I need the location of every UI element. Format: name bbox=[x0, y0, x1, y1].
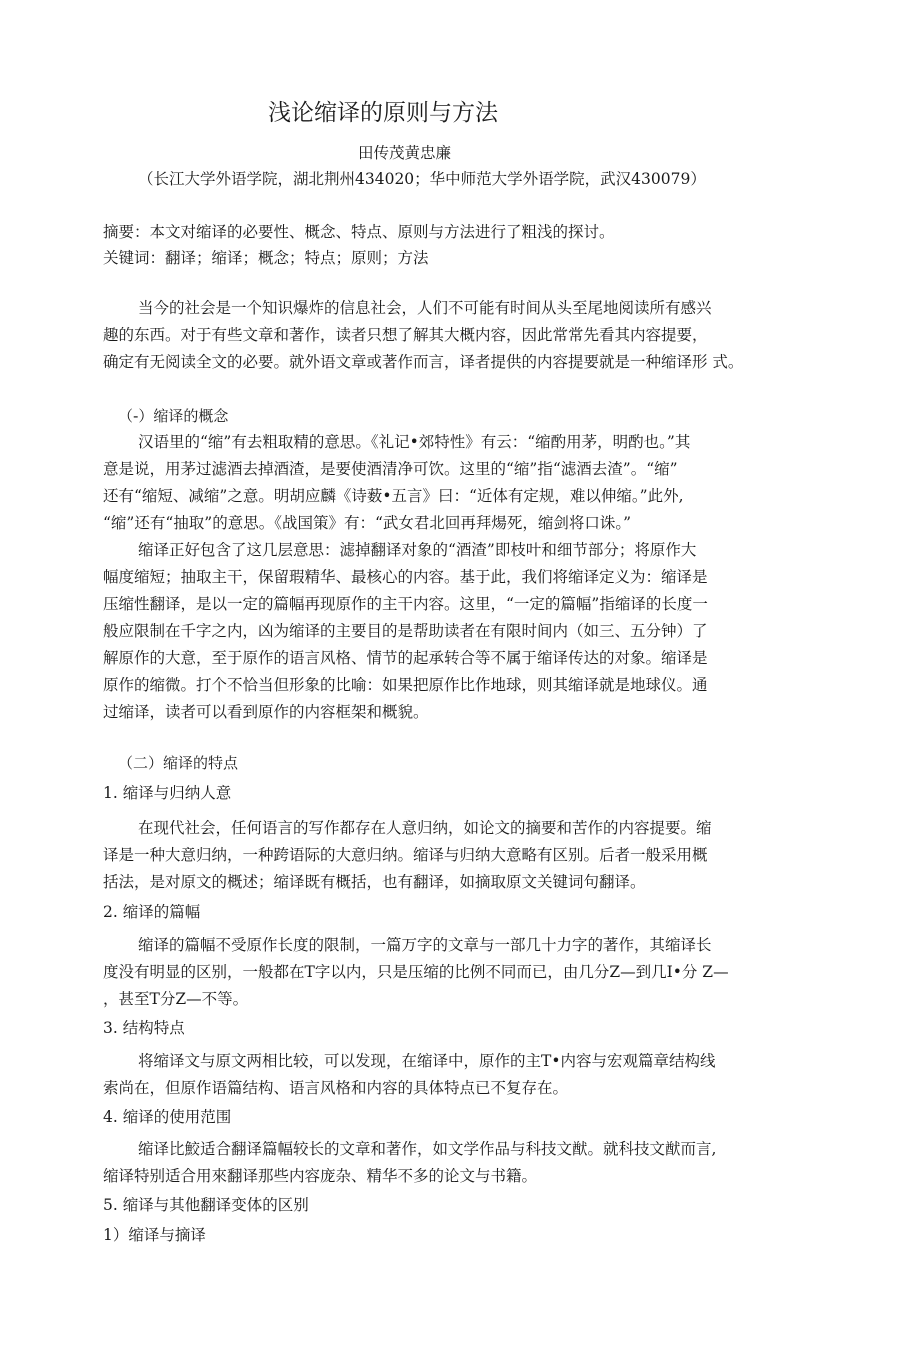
paragraph-line: 在现代社会，任何语言的写作都存在人意归纳，如论文的摘要和苦作的内容提要。缩 bbox=[138, 819, 712, 837]
abstract: 摘要：本文对缩译的必要性、概念、特点、原则与方法进行了粗浅的探讨。 bbox=[103, 223, 615, 241]
section-heading: （-）缩译的概念 bbox=[118, 407, 229, 425]
paragraph-line: 缩译正好包含了这几层意思：滤掉翻译对象的“酒渣”即枝叶和细节部分；将原作大 bbox=[138, 541, 697, 559]
paragraph-line: 当今的社会是一个知识爆炸的信息社会，人们不可能有时间从头至尾地阅读所有感兴 bbox=[138, 299, 712, 317]
paragraph-line: 译是一种大意归纳，一种跨语际的大意归纳。缩译与归纳大意略有区别。后者一般采用概 bbox=[103, 846, 708, 864]
paragraph-line: 缩译的篇幅不受原作长度的限制，一篇万字的文章与一部几十力字的著作，其缩译长 bbox=[138, 936, 712, 954]
paragraph-line: 括法，是对原文的概述；缩译既有概括，也有翻译，如摘取原文关键词句翻译。 bbox=[103, 873, 646, 891]
paragraph-line: “缩”还有“抽取”的意思。《战国策》有：“武女君北回再拜煬死，缩剑将口诛。” bbox=[103, 514, 632, 532]
subsection-heading: 5. 缩译与其他翻译变体的区别 bbox=[103, 1196, 309, 1214]
subsection-heading: 2. 缩译的篇幅 bbox=[103, 903, 201, 921]
paragraph-line: 汉语里的“缩”有去粗取精的意思。《礼记•郊特性》有云：“缩酌用茅，明酌也。”其 bbox=[138, 433, 691, 451]
paragraph-line: 般应限制在千字之内，凶为缩译的主要目的是帮助读者在有限时间内（如三、五分钟）了 bbox=[103, 622, 708, 640]
paragraph-line: 索尚在，但原作语篇结构、语言风格和内容的具体特点已不复存在。 bbox=[103, 1079, 569, 1097]
paragraph-line: 意是说，用茅过滤酒去掉酒渣，是要使酒清净可饮。这里的“缩”指“滤酒去渣”。“缩” bbox=[103, 460, 678, 478]
authors: 田传茂黄忠廉 bbox=[358, 144, 452, 162]
paragraph-line: 度没有明显的区别，一般都在T字以内，只是压缩的比例不同而已，由几分Z—到几I•分 Z— bbox=[103, 963, 729, 981]
paragraph-line: 将缩译文与原文两相比较，可以发现，在缩译中，原作的主T•内容与宏观篇章结构线 bbox=[138, 1052, 716, 1070]
subsection-heading: 1. 缩译与归纳人意 bbox=[103, 784, 232, 802]
paragraph-line: 原作的缩微。打个不恰当但形象的比喻：如果把原作比作地球，则其缩译就是地球仪。通 bbox=[103, 676, 708, 694]
section-heading: （二）缩译的特点 bbox=[118, 754, 239, 772]
paragraph-line: 缩译比鮫适合翻译篇幅较长的文章和著作，如文学作品与科技文猷。就科技文猷而言, bbox=[138, 1140, 717, 1158]
paragraph-line: 幅度缩短；抽取主干，保留瑕精华、最核心的内容。基于此，我们将缩译定义为：缩译是 bbox=[103, 568, 708, 586]
keywords: 关键词：翻译；缩译；概念；特点；原则；方法 bbox=[103, 249, 429, 267]
subsection-heading: 3. 结构特点 bbox=[103, 1019, 185, 1037]
paragraph-line: 压缩性翻译，是以一定的篇幅再现原作的主干内容。这里，“一定的篇幅”指缩译的长度一 bbox=[103, 595, 708, 613]
paragraph-line: 趣的东西。对于有些文章和著作，读者只想了解其大概内容，因此常常先看其内容提要， bbox=[103, 326, 708, 344]
page-title: 浅论缩译的原则与方法 bbox=[268, 100, 498, 126]
subsection-heading: 4. 缩译的使用范围 bbox=[103, 1108, 232, 1126]
subsection-subheading: 1）缩译与摘译 bbox=[103, 1226, 206, 1244]
paragraph-line: 还有“缩短、减缩”之意。明胡应麟《诗薮•五言》曰：“近体有定规，难以伸缩。”此外, bbox=[103, 487, 684, 505]
affiliation: （长江大学外语学院，湖北荆州434020；华中师范大学外语学院，武汉430079） bbox=[138, 170, 706, 188]
paragraph-line: ，甚至T分Z—不等。 bbox=[103, 990, 249, 1008]
paragraph-line: 确定有无阅读全文的必要。就外语文章或著作而言，译者提供的内容提要就是一种缩译形 式。 bbox=[103, 353, 744, 371]
paragraph-line: 缩译特别适合用來翻译那些内容庞杂、精华不多的论文与书籍。 bbox=[103, 1167, 538, 1185]
paragraph-line: 过缩译，读者可以看到原作的内容框架和概貌。 bbox=[103, 703, 429, 721]
paragraph-line: 解原作的大意，至于原作的语言风格、情节的起承转合等不属于缩译传达的对象。缩译是 bbox=[103, 649, 708, 667]
